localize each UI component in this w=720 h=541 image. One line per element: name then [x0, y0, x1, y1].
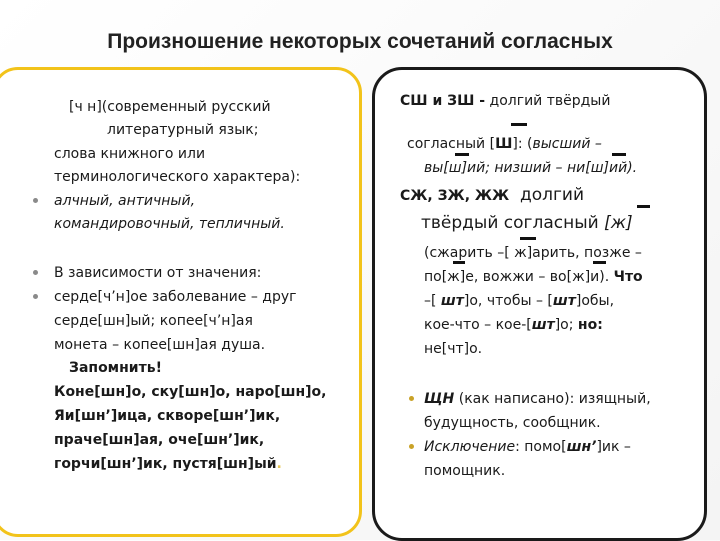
- long-consonant-mark: [637, 205, 650, 208]
- right-line: вы[ш]ий; низший – ни[ш]ий).: [424, 160, 638, 176]
- remember-label: Запомнить!: [69, 360, 162, 376]
- long-consonant-mark: [593, 261, 606, 264]
- long-consonant-mark: [612, 153, 626, 156]
- right-line: не[чт]о.: [424, 341, 483, 357]
- right-line: СЖ, ЗЖ, ЖЖ долгий: [400, 185, 585, 205]
- long-consonant-mark: [455, 153, 469, 156]
- right-line: твёрдый согласный [ж]: [421, 213, 633, 233]
- right-line: (сжарить –[ ж]арить, позже –: [424, 245, 642, 261]
- left-line: монета – копее[шн]ая душа.: [54, 337, 266, 353]
- left-line: командировочный, тепличный.: [54, 216, 285, 232]
- right-line: СШ и ЗШ - долгий твёрдый: [400, 93, 611, 109]
- right-line: кое-что – кое-[шт]о; но:: [424, 317, 603, 333]
- right-line: помощник.: [424, 463, 506, 479]
- left-line: алчный, античный,: [54, 193, 196, 209]
- left-line: слова книжного или: [54, 146, 206, 162]
- right-line: –[ шт]о, чтобы – [шт]обы,: [424, 293, 615, 309]
- right-line: согласный [Ш]: (высший –: [407, 136, 602, 152]
- long-consonant-mark: [453, 261, 465, 264]
- left-line: [ч н](современный русский: [69, 99, 271, 115]
- bullet-icon: [33, 270, 38, 275]
- right-line: Исключение: помо[шн’]ик –: [424, 439, 631, 455]
- long-consonant-mark: [511, 123, 527, 126]
- right-line: будущность, сообщник.: [424, 415, 601, 431]
- left-line: праче[шн]ая, оче[шн’]ик,: [54, 432, 265, 448]
- left-line: Яи[шн’]ица, скворе[шн’]ик,: [54, 408, 281, 424]
- bullet-icon: [33, 294, 38, 299]
- left-line: горчи[шн’]ик, пустя[шн]ый.: [54, 456, 282, 472]
- bullet-icon: [409, 444, 414, 449]
- left-line: Коне[шн]о, ску[шн]о, наро[шн]о,: [54, 384, 327, 400]
- left-line: серде[ч’н]ое заболевание – друг: [54, 289, 297, 305]
- left-line: серде[шн]ый; копее[ч’н]ая: [54, 313, 253, 329]
- page-title: Произношение некоторых сочетаний согласных: [107, 30, 613, 53]
- left-line: литературный язык;: [107, 122, 259, 138]
- right-line: по[ж]е, вожжи – во[ж]и). Что: [424, 269, 643, 285]
- left-line: терминологического характера):: [54, 169, 301, 185]
- right-line: ЩН (как написано): изящный,: [424, 391, 651, 407]
- left-line: В зависимости от значения:: [54, 265, 262, 281]
- bullet-icon: [33, 198, 38, 203]
- bullet-icon: [409, 396, 414, 401]
- long-consonant-mark: [520, 237, 536, 240]
